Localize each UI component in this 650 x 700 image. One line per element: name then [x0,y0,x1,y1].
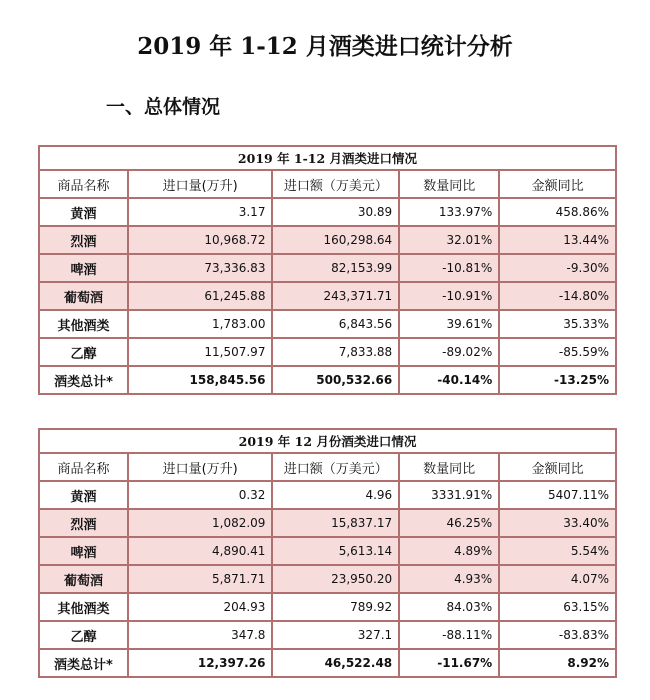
cell-amt: 15,837.17 [272,509,399,537]
cell-name: 乙醇 [39,338,128,366]
cell-qty: 61,245.88 [128,282,273,310]
cell-qyoy: 46.25% [399,509,499,537]
cell-amt: 327.1 [272,621,399,649]
column-header: 进口量(万升) [128,453,273,481]
cell-qty: 73,336.83 [128,254,273,282]
cell-qty: 0.32 [128,481,273,509]
cell-ayoy: 458.86% [499,198,616,226]
cell-name: 酒类总计* [39,649,128,677]
table-row [39,509,616,537]
cell-amt: 23,950.20 [272,565,399,593]
cell-ayoy: 4.07% [499,565,616,593]
cell-amt: 82,153.99 [272,254,399,282]
column-header: 进口额（万美元） [272,170,399,198]
cell-amt: 160,298.64 [272,226,399,254]
cell-qty: 12,397.26 [128,649,273,677]
cell-name: 黄酒 [39,198,128,226]
table-row [39,649,616,677]
section-heading: 一、总体情况 [106,96,221,118]
cell-qyoy: 32.01% [399,226,499,254]
cell-name: 烈酒 [39,226,128,254]
cell-ayoy: -14.80% [499,282,616,310]
column-header: 数量同比 [399,170,499,198]
cell-amt: 30.89 [272,198,399,226]
cell-amt: 46,522.48 [272,649,399,677]
cell-name: 其他酒类 [39,593,128,621]
cell-name: 葡萄酒 [39,565,128,593]
column-header: 数量同比 [399,453,499,481]
cell-ayoy: 5407.11% [499,481,616,509]
cell-ayoy: 13.44% [499,226,616,254]
cell-qyoy: 39.61% [399,310,499,338]
cell-qty: 204.93 [128,593,273,621]
table-caption: 2019 年 12 月份酒类进口情况 [39,429,616,453]
header-row [39,170,616,198]
table-row [39,593,616,621]
table-row [39,481,616,509]
cell-amt: 5,613.14 [272,537,399,565]
cell-qty: 1,082.09 [128,509,273,537]
cell-name: 酒类总计* [39,366,128,394]
header-row [39,453,616,481]
cell-name: 啤酒 [39,537,128,565]
table-row [39,565,616,593]
cell-qyoy: -40.14% [399,366,499,394]
cell-amt: 243,371.71 [272,282,399,310]
cell-ayoy: 8.92% [499,649,616,677]
cell-qyoy: -89.02% [399,338,499,366]
cell-ayoy: -9.30% [499,254,616,282]
cell-name: 黄酒 [39,481,128,509]
column-header: 进口量(万升) [128,170,273,198]
table-caption: 2019 年 1-12 月酒类进口情况 [39,146,616,170]
cell-ayoy: 5.54% [499,537,616,565]
cell-qyoy: 133.97% [399,198,499,226]
cell-qyoy: -10.91% [399,282,499,310]
table-row [39,366,616,394]
cell-qty: 1,783.00 [128,310,273,338]
cell-qty: 11,507.97 [128,338,273,366]
cell-qyoy: -88.11% [399,621,499,649]
cell-qyoy: 84.03% [399,593,499,621]
column-header: 金额同比 [499,453,616,481]
cell-amt: 789.92 [272,593,399,621]
column-header: 商品名称 [39,170,128,198]
cell-name: 葡萄酒 [39,282,128,310]
cell-qty: 3.17 [128,198,273,226]
table-row [39,621,616,649]
cell-name: 其他酒类 [39,310,128,338]
cell-ayoy: -83.83% [499,621,616,649]
cell-qty: 4,890.41 [128,537,273,565]
cell-amt: 7,833.88 [272,338,399,366]
cell-ayoy: -85.59% [499,338,616,366]
table-row [39,282,616,310]
cell-qty: 158,845.56 [128,366,273,394]
table-row [39,310,616,338]
cell-ayoy: 33.40% [499,509,616,537]
column-header: 商品名称 [39,453,128,481]
cell-amt: 500,532.66 [272,366,399,394]
annual-import-table [38,145,617,395]
cell-ayoy: -13.25% [499,366,616,394]
cell-name: 啤酒 [39,254,128,282]
table-row [39,254,616,282]
table-row [39,226,616,254]
table-row [39,338,616,366]
column-header: 金额同比 [499,170,616,198]
cell-amt: 6,843.56 [272,310,399,338]
cell-qyoy: 4.89% [399,537,499,565]
table-row [39,198,616,226]
cell-qyoy: -10.81% [399,254,499,282]
cell-name: 烈酒 [39,509,128,537]
cell-qyoy: -11.67% [399,649,499,677]
cell-ayoy: 35.33% [499,310,616,338]
cell-qty: 10,968.72 [128,226,273,254]
document-title: 2019 年 1-12 月酒类进口统计分析 [137,33,513,60]
column-header: 进口额（万美元） [272,453,399,481]
cell-name: 乙醇 [39,621,128,649]
cell-ayoy: 63.15% [499,593,616,621]
cell-qyoy: 3331.91% [399,481,499,509]
table-row [39,537,616,565]
december-import-table [38,428,617,678]
cell-qyoy: 4.93% [399,565,499,593]
cell-amt: 4.96 [272,481,399,509]
cell-qty: 5,871.71 [128,565,273,593]
cell-qty: 347.8 [128,621,273,649]
